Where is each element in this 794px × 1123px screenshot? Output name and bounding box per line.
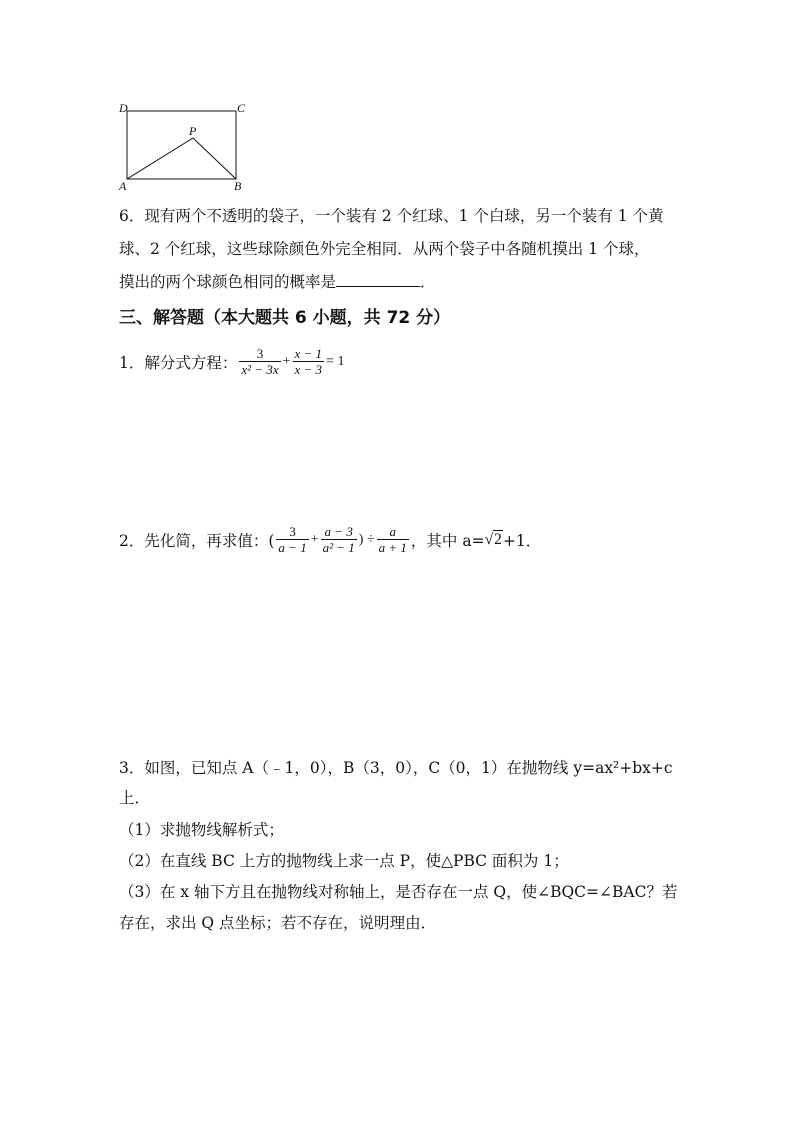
question-2 <box>119 524 541 555</box>
label-p: P <box>189 124 197 138</box>
question-3-line-1: 3．如图，已知点 A（﹣1，0），B（3，0），C（0，1）在抛物线 y=ax²+bx+c <box>119 759 673 777</box>
section-title: 三、解答题（本大题共 6 小题，共 72 分） <box>119 308 451 328</box>
question-3-part-1: （1）求抛物线解析式； <box>119 821 284 839</box>
label-a: A <box>119 179 127 193</box>
question-1 <box>119 346 344 377</box>
question-3-part-3-line-1: （3）在 x 轴下方且在抛物线对称轴上，是否存在一点 Q，使∠BQC=∠BAC？若 <box>119 883 678 901</box>
fraction-2-numerator: x − 1 <box>294 346 323 361</box>
fraction-2 <box>321 524 357 555</box>
plus-sign: + <box>310 531 319 547</box>
label-d: D <box>119 101 128 115</box>
question-3-line-2: 上． <box>119 789 151 807</box>
divide-sign: ) ÷ <box>358 531 375 547</box>
fraction-1 <box>239 346 280 377</box>
label-c: C <box>237 101 246 115</box>
plus-sign: + <box>282 353 291 369</box>
sqrt-expression <box>485 531 503 549</box>
fraction-1-denominator: a − 1 <box>278 540 307 555</box>
question-2-suffix: +1． <box>502 531 542 550</box>
answer-blank <box>336 272 420 287</box>
fraction-2 <box>293 346 325 377</box>
sqrt-icon: √ <box>484 530 494 548</box>
question-6-line-1: 6．现有两个不透明的袋子，一个装有 2 个红球、1 个白球，另一个装有 1 个黄 <box>119 207 664 225</box>
fraction-1-numerator: 3 <box>256 346 264 361</box>
fraction-3-denominator: a + 1 <box>378 540 407 555</box>
fraction-1-numerator: 3 <box>289 524 296 539</box>
question-1-prefix: 1．解分式方程： <box>119 353 238 372</box>
fraction-3-numerator: a <box>389 524 397 539</box>
rectangle-figure <box>110 96 260 196</box>
label-b: B <box>234 179 242 193</box>
question-6-text: 摸出的两个球颜色相同的概率是 <box>119 273 337 291</box>
sqrt-radicand: 2 <box>494 530 502 548</box>
question-2-prefix: 2．先化简，再求值：( <box>119 531 275 550</box>
question-3-part-2: （2）在直线 BC 上方的抛物线上求一点 P，使△PBC 面积为 1； <box>119 852 569 870</box>
fraction-2-denominator: a² − 1 <box>322 540 355 555</box>
question-6-period: ． <box>420 273 436 291</box>
fraction-3 <box>377 524 409 555</box>
fraction-1 <box>276 524 308 555</box>
question-6-line-2: 球、2 个红球，这些球除颜色外完全相同．从两个袋子中各随机摸出 1 个球， <box>119 240 650 258</box>
equation-rhs: = 1 <box>326 353 345 369</box>
fraction-1-denominator: x² − 3x <box>241 362 279 377</box>
question-3-part-3-line-2: 存在，求出 Q 点坐标；若不存在，说明理由． <box>119 914 437 932</box>
fraction-2-denominator: x − 3 <box>294 362 323 377</box>
segment-apb <box>127 138 236 179</box>
fraction-2-numerator: a − 3 <box>324 524 353 539</box>
question-2-condition: ，其中 a= <box>410 531 485 550</box>
question-6-line-3 <box>119 272 436 292</box>
